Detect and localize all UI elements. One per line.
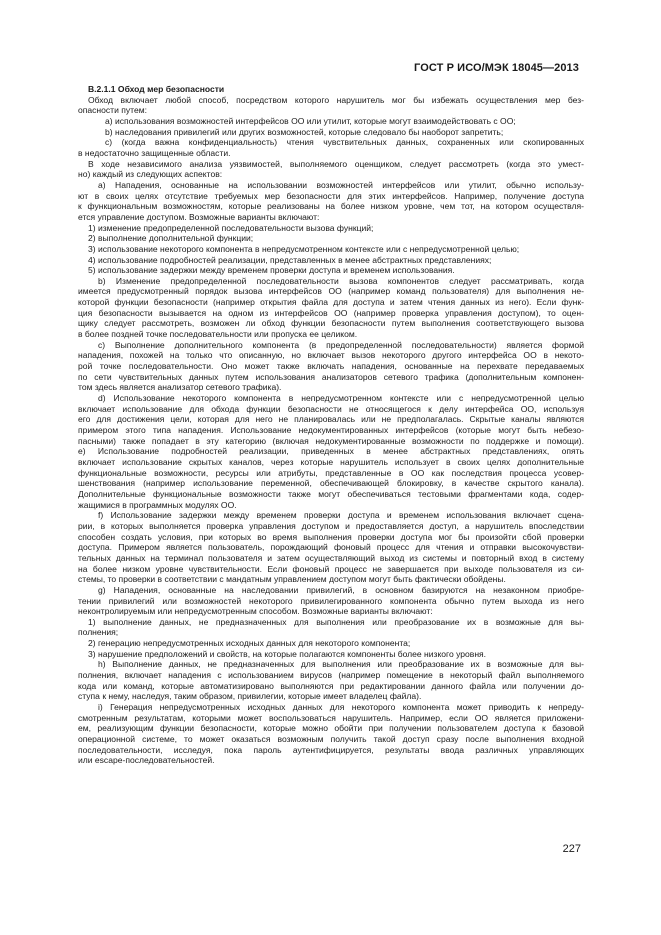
text-line: i) Генерация непредусмотренных исходных данных для некоторого компонента может приводить к непреду- <box>98 702 584 713</box>
text-line: щику следует рассмотреть, возможен ли обход функции безопасности путем выполнения соответствующего вызова <box>78 318 584 329</box>
text-line: a) Нападения, основанные на использовании возможностей интерфейсов или утилит, обычно использу- <box>98 179 584 190</box>
text-line: рой точке последовательности. Оно может также включать нападения, основанные на перехвате передаваемых <box>78 361 584 372</box>
text-line: операционной системе, то может оказаться возможным получить такой доступ сразу после выполнения входной <box>78 734 584 745</box>
text-line: полнения, включает нападения с использованием вирусов (например помещение в некоторый файл выполняемого <box>78 670 584 681</box>
text-line: доступа. Примером является пользователь, порождающий фоновый процесс для чтения и отправки высокочувстви- <box>78 542 584 553</box>
text-line: кода или команд, которые автоматизировано выполняются при редактировании данного файла или получении до- <box>78 680 584 691</box>
text-line: ем, реализующим функции безопасности, которые можно обойти при получении пользователем доступа к базовой <box>78 723 584 734</box>
text-line: имеется предусмотренный порядок вызова интерфейсов ОО (например команд пользователя) для выполнения не- <box>78 286 584 297</box>
standard-header: ГОСТ Р ИСО/МЭК 18045—2013 <box>414 62 579 74</box>
text-line: пасными) также попадает в эту категорию (включая недокументированные возможности по поддержке и помощи). <box>78 435 584 446</box>
text-line: ют в своих целях отсутствие требуемых мер безопасности для этих интерфейсов. Например, получение доступа <box>78 190 584 201</box>
text-line: включает использование для обхода функции безопасности не относящегося к делу интерфейса ОО, используя <box>78 403 584 414</box>
text-line: последовательности, исследуя, пока пароль аутентифицируется, результаты ввода различных управляющих <box>78 744 584 755</box>
text-line: b) наследования привилегий или других возможностей, которые следовало бы наоборот запретить; <box>105 126 504 137</box>
text-line: h) Выполнение данных, не предназначенных для выполнения или преобразование их в возможные для вы- <box>98 659 584 670</box>
text-line: 4) использование подробностей реализации, представленных в менее абстрактных представлениях; <box>88 254 492 265</box>
text-line: жащимися в программных модулях ОО. <box>78 499 237 510</box>
text-line: включает использование скрытых каналов, через которые нарушитель использует в своих целях дополнительные <box>78 456 584 467</box>
text-line: к функциональным возможностям, которые реализованы на более низком уровне, чем тот, на котором осуществля- <box>78 201 584 212</box>
text-line: смотренным результатам, которыми может воспользоваться нарушитель. Например, если ОО является приложени- <box>78 712 584 723</box>
text-line: полнения; <box>78 627 119 638</box>
text-line: в более поздней точке последовательности или пропуска ее целиком. <box>78 329 358 340</box>
text-line: в недостаточно защищенные области. <box>78 147 231 158</box>
text-line: Дополнительные функциональные возможности также могут обеспечиваться тестовыми фрагментами кода, содер- <box>78 488 584 499</box>
text-line: c) Выполнение дополнительного компонента (в предопределенной последовательности) является формой <box>98 339 584 350</box>
text-line: которой функции безопасности (например открытия файла для доступа и затем чтения данных из него). Если функ- <box>78 297 584 308</box>
text-line: 1) выполнение данных, не предназначенных для выполнения или преобразование их в возможные для вы- <box>88 616 584 627</box>
text-line: 3) использование некоторого компонента в непредусмотренном контексте или с непредусмотренной целью; <box>88 243 520 254</box>
text-line: функциональные возможности, ресурсы или атрибуты, представленные в ОО как последствия процесса усовер- <box>78 467 584 478</box>
text-line: его для достижения цели, которая для него не планировалась или не предполагалась. Скрытые каналы являются <box>78 414 584 425</box>
text-line: d) Использование некоторого компонента в непредусмотренном контексте или с непредусмотренной целью <box>98 393 584 404</box>
text-line: ступа к нему, наследуя, таким образом, привилегии, которые имеет владелец файла). <box>78 691 422 702</box>
text-line: или escape-последовательностей. <box>78 755 215 766</box>
text-line: c) (когда важна конфиденциальность) чтения чувствительных данных, сохраненных или скопированных <box>105 137 584 148</box>
text-line: e) Использование подробностей реализации, приведенных в менее абстрактных представлениях, опять <box>78 446 584 457</box>
text-line: ется управление доступом. Возможные варианты включают: <box>78 211 320 222</box>
text-line: рии, в которых выполняется проверка управления доступом и предоставляется доступ, а нарушитель впоследствии <box>78 520 584 531</box>
text-line: 5) использование задержки между временем проверки доступа и временем использования. <box>88 265 455 276</box>
text-line: но) каждый из следующих аспектов: <box>78 169 223 180</box>
text-line: Обход включает любой способ, посредством которого нарушитель мог бы избежать осуществления мер без- <box>88 94 584 105</box>
text-line: том здесь является анализатор сетевого трафика). <box>78 382 282 393</box>
text-line: способен создать условия, при которых во время выполнения проверки доступа мог бы произойти сбой проверки <box>78 531 584 542</box>
text-line: g) Нападения, основанные на наследовании привилегий, в основном базируются на незаконном приобре- <box>98 584 584 595</box>
text-line: на более низком уровне чувствительности. Если фоновый процесс не завершается при выходе пользователя из си- <box>78 563 584 574</box>
text-line: 2) выполнение дополнительной функции; <box>88 233 254 244</box>
text-line: f) Использование задержки между временем проверки доступа и временем использования включает сцена- <box>98 510 584 521</box>
text-line: стемы, то проверки в соответствии с мандатным управлением доступом могут быть фактически обойдены. <box>78 574 506 585</box>
text-line: 3) нарушение предположений и свойств, на которые полагаются компоненты более низкого уровня. <box>88 648 487 659</box>
text-line: тельных данных на терминал пользователя и затем осуществляющий выход из системы и повторный вход в систему <box>78 552 584 563</box>
document-body <box>78 84 584 766</box>
text-line: примером этого типа нападения. Использование недокументированных интерфейсов (которые могут быть небезо- <box>78 425 584 435</box>
text-line: тении привилегий или возможностей некоторого привилегированного компонента обычно путем выхода из него <box>78 595 584 606</box>
text-line: по сети чувствительных данных путем использования анализаторов сетевого трафика (дополнительным компонен- <box>78 371 584 382</box>
page-number: 227 <box>562 843 581 855</box>
text-line: a) использования возможностей интерфейсов ОО или утилит, которые могут взаимодействовать с ОО; <box>105 115 516 126</box>
text-line: опасности путем: <box>78 105 147 116</box>
text-line: В ходе независимого анализа уязвимостей, выполняемого оценщиком, следует рассмотреть (когда это умест- <box>88 158 584 169</box>
text-line: нападения, похожей на только что описанную, но включает вызов некоторого другого интерфейса ОО в некото- <box>78 350 584 361</box>
text-line: 2) генерацию непредусмотренных исходных данных для некоторого компонента; <box>88 638 411 649</box>
text-line: ция безопасности вызывается на одном из интерфейсов ОО (например проверка управления доступом), то оцен- <box>78 307 584 318</box>
section-heading: B.2.1.1 Обход мер безопасности <box>88 84 225 94</box>
text-line: неконтролируемым или непредусмотренным способом. Возможные варианты включают: <box>78 606 433 617</box>
text-line: шенствования (например использование переменной, обеспечивающей блокировку, в качестве скрытого канала). <box>78 478 584 489</box>
text-line: b) Изменение предопределенной последовательности вызова компонентов следует рассматривать, когда <box>98 275 584 286</box>
text-line: 1) изменение предопределенной последовательности вызова функций; <box>88 222 374 233</box>
